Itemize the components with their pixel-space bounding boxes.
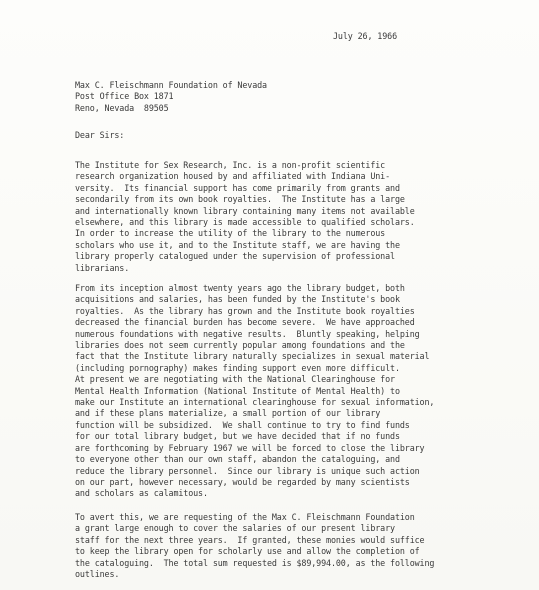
text-line: acquisitions and salaries, has been funded by the Institute's book xyxy=(75,294,400,305)
text-line: function will be subsidized. We shall continue to try to find funds xyxy=(75,419,410,430)
address-line: Post Office Box 1871 xyxy=(75,91,174,102)
text-line: From its inception almost twenty years ago the library budget, both xyxy=(75,283,405,293)
recipient-address xyxy=(75,80,267,114)
text-line: librarians. xyxy=(75,262,130,273)
text-line: To avert this, we are requesting of the Max C. Fleischmann Foundation xyxy=(75,512,415,522)
text-line: Mental Health Information (National Institute of Mental Health) to xyxy=(75,385,400,396)
text-line: a grant large enough to cover the salaries of our present library xyxy=(75,523,395,534)
text-line: and scholars as calamitous. xyxy=(75,488,208,499)
text-line: The Institute for Sex Research, Inc. is a non-profit scientific xyxy=(75,160,386,170)
text-line: (including pornography) makes finding support even more difficult. xyxy=(75,362,400,373)
text-line: make our Institute an international clearinghouse for sexual information, xyxy=(75,397,435,408)
text-line: on our part, however necessary, would be regarded by many scientists xyxy=(75,476,410,487)
address-line: Max C. Fleischmann Foundation of Nevada xyxy=(75,80,267,90)
text-line: and internationally known library containing many items not available xyxy=(75,205,415,216)
text-line: In order to increase the utility of the library to the numerous xyxy=(75,228,386,239)
text-line: libraries does not seem currently popular among foundations and the xyxy=(75,340,405,351)
text-line: to keep the library open for scholarly use and allow the completion of xyxy=(75,546,420,557)
paragraph-1 xyxy=(75,160,515,274)
text-line: staff for the next three years. If granted, these monies would suffice xyxy=(75,534,425,545)
salutation: Dear Sirs: xyxy=(75,130,125,140)
text-line: reduce the library personnel. Since our library is unique such action xyxy=(75,465,420,476)
text-line: royalties. As the library has grown and the Institute book royalties xyxy=(75,305,415,316)
paragraph-2 xyxy=(75,283,515,500)
text-line: At present we are negotiating with the National Clearinghouse for xyxy=(75,374,395,385)
text-line: decreased the financial burden has become severe. We have approached xyxy=(75,317,415,328)
letter-date: July 26, 1966 xyxy=(333,31,397,41)
text-line: research organization housed by and affiliated with Indiana Uni- xyxy=(75,171,391,182)
text-line: library properly catalogued under the supervision of professional xyxy=(75,251,395,262)
text-line: outlines. xyxy=(75,569,120,580)
address-line: Reno, Nevada 89505 xyxy=(75,102,169,113)
text-line: and if these plans materialize, a small portion of our library xyxy=(75,408,381,419)
text-line: are forthcoming by February 1967 we will be forced to close the library xyxy=(75,442,425,453)
text-line: fact that the Institute library naturally specializes in sexual material xyxy=(75,351,430,362)
paragraph-3 xyxy=(75,512,515,580)
text-line: elsewhere, and this library is made accessible to qualified scholars. xyxy=(75,217,415,228)
text-line: secondarily from its own book royalties. The Institute has a large xyxy=(75,194,405,205)
text-line: to everyone other than our own staff, abandon the cataloguing, and xyxy=(75,454,400,465)
text-line: versity. Its financial support has come primarily from grants and xyxy=(75,182,400,193)
text-line: scholars who use it, and to the Institute staff, we are having the xyxy=(75,239,400,250)
text-line: for our total library budget, but we have decided that if no funds xyxy=(75,431,400,442)
text-line: the cataloguing. The total sum requested is $89,994.00, as the following xyxy=(75,557,435,568)
text-line: numerous foundations with negative results. Bluntly speaking, helping xyxy=(75,328,420,339)
